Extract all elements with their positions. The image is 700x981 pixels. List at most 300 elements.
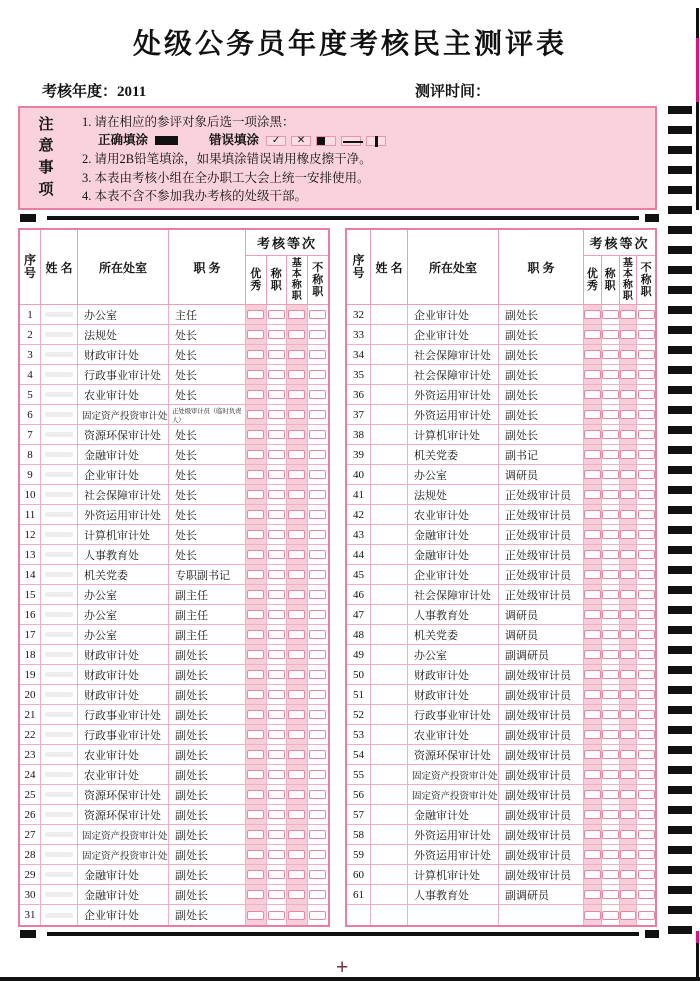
table-row: [20, 645, 328, 665]
answer-bubble-incompetent[interactable]: [638, 410, 655, 419]
answer-bubble-competent[interactable]: [602, 630, 619, 639]
answer-bubble-incompetent[interactable]: [638, 710, 655, 719]
answer-bubble-basically-competent[interactable]: [288, 370, 305, 379]
grade-cell-excellent: [246, 805, 267, 825]
answer-bubble-excellent[interactable]: [584, 810, 601, 819]
row-number: 28: [20, 845, 41, 865]
answer-bubble-competent[interactable]: [268, 810, 285, 819]
name-cell: [41, 685, 78, 705]
answer-bubble-excellent[interactable]: [584, 630, 601, 639]
answer-bubble-competent[interactable]: [268, 530, 285, 539]
answer-bubble-incompetent[interactable]: [638, 850, 655, 859]
answer-bubble-excellent[interactable]: [247, 550, 264, 559]
answer-bubble-excellent[interactable]: [247, 790, 264, 799]
answer-bubble-competent[interactable]: [268, 490, 285, 499]
answer-bubble-excellent[interactable]: [584, 350, 601, 359]
answer-bubble-excellent[interactable]: [247, 330, 264, 339]
answer-bubble-incompetent[interactable]: [309, 730, 326, 739]
answer-bubble-incompetent[interactable]: [309, 770, 326, 779]
answer-bubble-incompetent[interactable]: [309, 590, 326, 599]
answer-bubble-competent[interactable]: [602, 330, 619, 339]
answer-bubble-incompetent[interactable]: [309, 610, 326, 619]
answer-bubble-basically-competent[interactable]: [620, 630, 637, 639]
answer-bubble-incompetent[interactable]: [309, 550, 326, 559]
answer-bubble-competent[interactable]: [602, 790, 619, 799]
answer-bubble-basically-competent[interactable]: [620, 550, 637, 559]
answer-bubble-excellent[interactable]: [584, 410, 601, 419]
grade-cell-basically-competent: [620, 825, 638, 845]
answer-bubble-basically-competent[interactable]: [620, 450, 637, 459]
answer-bubble-excellent[interactable]: [584, 430, 601, 439]
name-cell: [41, 545, 78, 565]
row-number: 2: [20, 325, 41, 345]
answer-bubble-basically-competent[interactable]: [288, 750, 305, 759]
answer-bubble-excellent[interactable]: [584, 830, 601, 839]
answer-bubble-competent[interactable]: [268, 350, 285, 359]
answer-bubble-basically-competent[interactable]: [620, 830, 637, 839]
answer-bubble-competent[interactable]: [268, 890, 285, 899]
answer-bubble-excellent[interactable]: [247, 590, 264, 599]
answer-bubble-basically-competent[interactable]: [288, 510, 305, 519]
answer-bubble-competent[interactable]: [268, 670, 285, 679]
answer-bubble-incompetent[interactable]: [309, 650, 326, 659]
answer-bubble-excellent[interactable]: [247, 410, 264, 419]
answer-bubble-basically-competent[interactable]: [288, 911, 305, 920]
department-cell: 企业审计处: [78, 465, 169, 485]
answer-bubble-excellent[interactable]: [247, 630, 264, 639]
table-row: [347, 545, 655, 565]
answer-bubble-excellent[interactable]: [584, 911, 601, 920]
redacted-name: [45, 592, 73, 597]
answer-bubble-basically-competent[interactable]: [620, 690, 637, 699]
answer-bubble-competent[interactable]: [268, 850, 285, 859]
answer-bubble-basically-competent[interactable]: [620, 710, 637, 719]
answer-bubble-basically-competent[interactable]: [620, 490, 637, 499]
answer-bubble-basically-competent[interactable]: [288, 770, 305, 779]
answer-bubble-incompetent[interactable]: [309, 630, 326, 639]
answer-bubble-competent[interactable]: [602, 490, 619, 499]
answer-bubble-incompetent[interactable]: [638, 890, 655, 899]
grade-cell-basically-competent: [287, 625, 308, 645]
assessment-year-label: 考核年度：: [42, 84, 118, 100]
answer-bubble-competent[interactable]: [268, 750, 285, 759]
answer-bubble-basically-competent[interactable]: [620, 810, 637, 819]
answer-bubble-incompetent[interactable]: [309, 370, 326, 379]
redacted-name: [45, 652, 73, 657]
answer-bubble-competent[interactable]: [268, 770, 285, 779]
answer-bubble-basically-competent[interactable]: [620, 470, 637, 479]
answer-bubble-competent[interactable]: [268, 430, 285, 439]
answer-bubble-incompetent[interactable]: [638, 750, 655, 759]
answer-bubble-competent[interactable]: [602, 310, 619, 319]
answer-bubble-incompetent[interactable]: [638, 690, 655, 699]
answer-bubble-incompetent[interactable]: [309, 690, 326, 699]
grade-cell-competent: [267, 825, 288, 845]
answer-bubble-competent[interactable]: [602, 770, 619, 779]
answer-bubble-excellent[interactable]: [247, 350, 264, 359]
department-cell: 固定资产投资审计处: [78, 845, 169, 865]
answer-bubble-competent[interactable]: [602, 610, 619, 619]
answer-bubble-basically-competent[interactable]: [620, 870, 637, 879]
grade-cell-excellent: [584, 465, 602, 485]
grade-cell-excellent: [584, 385, 602, 405]
col-header-department: 所在处室: [408, 230, 499, 305]
answer-bubble-competent[interactable]: [602, 430, 619, 439]
answer-bubble-incompetent[interactable]: [638, 430, 655, 439]
answer-bubble-competent[interactable]: [602, 590, 619, 599]
answer-bubble-incompetent[interactable]: [638, 870, 655, 879]
grade-cell-incompetent: [308, 885, 329, 905]
answer-bubble-incompetent[interactable]: [309, 670, 326, 679]
answer-bubble-incompetent[interactable]: [309, 410, 326, 419]
answer-bubble-basically-competent[interactable]: [288, 530, 305, 539]
answer-bubble-excellent[interactable]: [247, 430, 264, 439]
answer-bubble-incompetent[interactable]: [638, 390, 655, 399]
timing-mark-icon: [668, 246, 692, 254]
answer-bubble-basically-competent[interactable]: [288, 470, 305, 479]
answer-bubble-basically-competent[interactable]: [288, 670, 305, 679]
answer-bubble-incompetent[interactable]: [638, 790, 655, 799]
answer-bubble-competent[interactable]: [268, 730, 285, 739]
answer-bubble-basically-competent[interactable]: [620, 430, 637, 439]
answer-bubble-excellent[interactable]: [584, 650, 601, 659]
answer-bubble-competent[interactable]: [602, 470, 619, 479]
answer-bubble-basically-competent[interactable]: [288, 410, 305, 419]
answer-bubble-competent[interactable]: [602, 450, 619, 459]
answer-bubble-basically-competent[interactable]: [288, 570, 305, 579]
answer-bubble-excellent[interactable]: [247, 830, 264, 839]
answer-bubble-excellent[interactable]: [247, 510, 264, 519]
table-row: [20, 405, 328, 425]
answer-bubble-incompetent[interactable]: [638, 310, 655, 319]
position-cell: 副处长: [499, 345, 584, 365]
answer-bubble-competent[interactable]: [602, 870, 619, 879]
answer-bubble-excellent[interactable]: [247, 450, 264, 459]
answer-bubble-incompetent[interactable]: [309, 350, 326, 359]
answer-bubble-incompetent[interactable]: [309, 330, 326, 339]
answer-bubble-excellent[interactable]: [247, 650, 264, 659]
position-cell: 处长: [169, 425, 246, 445]
answer-bubble-incompetent[interactable]: [638, 911, 655, 920]
answer-bubble-competent[interactable]: [268, 410, 285, 419]
answer-bubble-competent[interactable]: [268, 570, 285, 579]
answer-bubble-incompetent[interactable]: [309, 830, 326, 839]
answer-bubble-basically-competent[interactable]: [620, 850, 637, 859]
answer-bubble-excellent[interactable]: [247, 490, 264, 499]
answer-bubble-basically-competent[interactable]: [288, 390, 305, 399]
answer-bubble-basically-competent[interactable]: [288, 830, 305, 839]
answer-bubble-incompetent[interactable]: [309, 710, 326, 719]
answer-bubble-basically-competent[interactable]: [620, 911, 637, 920]
answer-bubble-incompetent[interactable]: [638, 450, 655, 459]
answer-bubble-competent[interactable]: [602, 670, 619, 679]
answer-bubble-basically-competent[interactable]: [288, 690, 305, 699]
answer-bubble-incompetent[interactable]: [638, 330, 655, 339]
answer-bubble-basically-competent[interactable]: [288, 490, 305, 499]
department-cell: 社会保障审计处: [78, 485, 169, 505]
answer-bubble-basically-competent[interactable]: [620, 530, 637, 539]
answer-bubble-competent[interactable]: [268, 450, 285, 459]
answer-bubble-excellent[interactable]: [584, 610, 601, 619]
answer-bubble-competent[interactable]: [602, 830, 619, 839]
table-row: [20, 865, 328, 885]
answer-bubble-competent[interactable]: [268, 911, 285, 920]
answer-bubble-basically-competent[interactable]: [288, 650, 305, 659]
answer-bubble-incompetent[interactable]: [638, 530, 655, 539]
col-header-name: 姓 名: [371, 230, 408, 305]
answer-bubble-competent[interactable]: [268, 830, 285, 839]
answer-bubble-excellent[interactable]: [584, 870, 601, 879]
answer-bubble-incompetent[interactable]: [638, 550, 655, 559]
grade-cell-competent: [602, 465, 620, 485]
answer-bubble-excellent[interactable]: [584, 850, 601, 859]
answer-bubble-incompetent[interactable]: [638, 670, 655, 679]
answer-bubble-basically-competent[interactable]: [288, 350, 305, 359]
grade-cell-excellent: [246, 785, 267, 805]
answer-bubble-competent[interactable]: [602, 570, 619, 579]
answer-bubble-competent[interactable]: [602, 530, 619, 539]
answer-bubble-excellent[interactable]: [584, 550, 601, 559]
answer-bubble-excellent[interactable]: [584, 670, 601, 679]
answer-bubble-excellent[interactable]: [584, 730, 601, 739]
grade-cell-basically-competent: [287, 385, 308, 405]
answer-bubble-incompetent[interactable]: [309, 470, 326, 479]
grade-cell-basically-competent: [287, 485, 308, 505]
answer-bubble-competent[interactable]: [602, 690, 619, 699]
answer-bubble-incompetent[interactable]: [309, 790, 326, 799]
table-row: [20, 785, 328, 805]
answer-bubble-basically-competent[interactable]: [288, 630, 305, 639]
answer-bubble-competent[interactable]: [268, 610, 285, 619]
answer-bubble-incompetent[interactable]: [638, 770, 655, 779]
answer-bubble-excellent[interactable]: [584, 510, 601, 519]
answer-bubble-basically-competent[interactable]: [288, 590, 305, 599]
answer-bubble-basically-competent[interactable]: [620, 610, 637, 619]
answer-bubble-basically-competent[interactable]: [620, 730, 637, 739]
answer-bubble-excellent[interactable]: [247, 390, 264, 399]
answer-bubble-excellent[interactable]: [584, 770, 601, 779]
answer-bubble-excellent[interactable]: [247, 890, 264, 899]
row-number: 29: [20, 865, 41, 885]
answer-bubble-competent[interactable]: [602, 550, 619, 559]
table-row: [20, 705, 328, 725]
answer-bubble-basically-competent[interactable]: [288, 450, 305, 459]
answer-bubble-basically-competent[interactable]: [620, 350, 637, 359]
answer-bubble-incompetent[interactable]: [309, 310, 326, 319]
answer-bubble-basically-competent[interactable]: [620, 890, 637, 899]
answer-bubble-competent[interactable]: [268, 370, 285, 379]
answer-bubble-incompetent[interactable]: [309, 490, 326, 499]
answer-bubble-basically-competent[interactable]: [620, 790, 637, 799]
answer-bubble-competent[interactable]: [602, 710, 619, 719]
answer-bubble-excellent[interactable]: [247, 710, 264, 719]
answer-bubble-excellent[interactable]: [247, 850, 264, 859]
name-cell: [41, 825, 78, 845]
answer-bubble-competent[interactable]: [602, 850, 619, 859]
answer-bubble-competent[interactable]: [602, 810, 619, 819]
answer-bubble-competent[interactable]: [268, 550, 285, 559]
answer-bubble-basically-competent[interactable]: [620, 330, 637, 339]
answer-bubble-competent[interactable]: [602, 510, 619, 519]
answer-bubble-excellent[interactable]: [584, 750, 601, 759]
name-cell: [41, 585, 78, 605]
answer-bubble-incompetent[interactable]: [638, 610, 655, 619]
answer-bubble-basically-competent[interactable]: [288, 610, 305, 619]
answer-bubble-incompetent[interactable]: [309, 750, 326, 759]
answer-bubble-competent[interactable]: [268, 470, 285, 479]
answer-bubble-incompetent[interactable]: [309, 570, 326, 579]
answer-bubble-basically-competent[interactable]: [620, 650, 637, 659]
answer-bubble-excellent[interactable]: [584, 710, 601, 719]
answer-bubble-basically-competent[interactable]: [620, 390, 637, 399]
answer-bubble-incompetent[interactable]: [309, 810, 326, 819]
department-cell: 固定资产投资审计处: [78, 405, 169, 425]
answer-bubble-incompetent[interactable]: [309, 450, 326, 459]
answer-bubble-excellent[interactable]: [584, 450, 601, 459]
answer-bubble-excellent[interactable]: [247, 670, 264, 679]
answer-bubble-excellent[interactable]: [247, 530, 264, 539]
answer-bubble-incompetent[interactable]: [638, 350, 655, 359]
answer-bubble-competent[interactable]: [268, 330, 285, 339]
answer-bubble-competent[interactable]: [602, 911, 619, 920]
department-cell: 计算机审计处: [408, 865, 499, 885]
answer-bubble-competent[interactable]: [602, 650, 619, 659]
answer-bubble-incompetent[interactable]: [638, 730, 655, 739]
answer-bubble-incompetent[interactable]: [638, 510, 655, 519]
name-cell: [41, 865, 78, 885]
answer-bubble-incompetent[interactable]: [309, 430, 326, 439]
answer-bubble-basically-competent[interactable]: [288, 870, 305, 879]
grade-cell-excellent: [584, 805, 602, 825]
answer-bubble-excellent[interactable]: [584, 330, 601, 339]
answer-bubble-excellent[interactable]: [247, 610, 264, 619]
answer-bubble-basically-competent[interactable]: [288, 790, 305, 799]
answer-bubble-excellent[interactable]: [584, 570, 601, 579]
answer-bubble-incompetent[interactable]: [638, 590, 655, 599]
timing-mark-icon: [668, 726, 692, 734]
answer-bubble-competent[interactable]: [602, 370, 619, 379]
answer-bubble-excellent[interactable]: [247, 730, 264, 739]
answer-bubble-excellent[interactable]: [247, 810, 264, 819]
answer-bubble-competent[interactable]: [268, 630, 285, 639]
answer-bubble-competent[interactable]: [602, 350, 619, 359]
answer-bubble-incompetent[interactable]: [309, 911, 326, 920]
answer-bubble-incompetent[interactable]: [638, 470, 655, 479]
col-header-position: 职 务: [499, 230, 584, 305]
answer-bubble-basically-competent[interactable]: [620, 750, 637, 759]
answer-bubble-competent[interactable]: [602, 750, 619, 759]
department-cell: 办公室: [78, 305, 169, 325]
answer-bubble-excellent[interactable]: [247, 750, 264, 759]
answer-bubble-excellent[interactable]: [584, 790, 601, 799]
answer-bubble-basically-competent[interactable]: [288, 550, 305, 559]
answer-bubble-excellent[interactable]: [247, 690, 264, 699]
answer-bubble-basically-competent[interactable]: [288, 430, 305, 439]
name-cell: [371, 385, 408, 405]
answer-bubble-incompetent[interactable]: [638, 490, 655, 499]
answer-bubble-incompetent[interactable]: [309, 530, 326, 539]
answer-bubble-excellent[interactable]: [584, 590, 601, 599]
answer-bubble-competent[interactable]: [268, 510, 285, 519]
position-cell: 副处级审计员: [499, 705, 584, 725]
grade-cell-incompetent: [308, 745, 329, 765]
answer-bubble-incompetent[interactable]: [309, 390, 326, 399]
answer-bubble-excellent[interactable]: [584, 370, 601, 379]
answer-bubble-incompetent[interactable]: [309, 850, 326, 859]
answer-bubble-competent[interactable]: [268, 690, 285, 699]
answer-bubble-competent[interactable]: [268, 650, 285, 659]
grade-cell-basically-competent: [287, 585, 308, 605]
answer-bubble-basically-competent[interactable]: [288, 710, 305, 719]
answer-bubble-basically-competent[interactable]: [620, 770, 637, 779]
redacted-name: [45, 832, 73, 837]
answer-bubble-excellent[interactable]: [247, 470, 264, 479]
answer-bubble-basically-competent[interactable]: [288, 730, 305, 739]
answer-bubble-competent[interactable]: [268, 710, 285, 719]
grade-cell-excellent: [584, 345, 602, 365]
answer-bubble-basically-competent[interactable]: [620, 570, 637, 579]
answer-bubble-basically-competent[interactable]: [620, 590, 637, 599]
answer-bubble-excellent[interactable]: [247, 310, 264, 319]
answer-bubble-competent[interactable]: [268, 590, 285, 599]
answer-bubble-competent[interactable]: [268, 870, 285, 879]
answer-bubble-excellent[interactable]: [247, 870, 264, 879]
answer-bubble-basically-competent[interactable]: [288, 330, 305, 339]
answer-bubble-basically-competent[interactable]: [288, 850, 305, 859]
answer-bubble-excellent[interactable]: [584, 490, 601, 499]
answer-bubble-competent[interactable]: [602, 390, 619, 399]
answer-bubble-excellent[interactable]: [247, 570, 264, 579]
answer-bubble-basically-competent[interactable]: [620, 370, 637, 379]
answer-bubble-basically-competent[interactable]: [620, 670, 637, 679]
answer-bubble-competent[interactable]: [268, 390, 285, 399]
answer-bubble-incompetent[interactable]: [638, 650, 655, 659]
answer-bubble-competent[interactable]: [602, 730, 619, 739]
answer-bubble-incompetent[interactable]: [638, 630, 655, 639]
answer-bubble-excellent[interactable]: [584, 530, 601, 539]
answer-bubble-basically-competent[interactable]: [288, 810, 305, 819]
answer-bubble-excellent[interactable]: [584, 690, 601, 699]
answer-bubble-basically-competent[interactable]: [620, 310, 637, 319]
answer-bubble-competent[interactable]: [602, 410, 619, 419]
grade-cell-excellent: [584, 425, 602, 445]
grade-cell-excellent: [584, 745, 602, 765]
answer-bubble-excellent[interactable]: [247, 770, 264, 779]
answer-bubble-incompetent[interactable]: [638, 810, 655, 819]
answer-bubble-incompetent[interactable]: [309, 870, 326, 879]
answer-bubble-excellent[interactable]: [584, 470, 601, 479]
answer-bubble-basically-competent[interactable]: [288, 310, 305, 319]
answer-bubble-excellent[interactable]: [584, 390, 601, 399]
answer-bubble-excellent[interactable]: [584, 310, 601, 319]
answer-bubble-incompetent[interactable]: [638, 570, 655, 579]
answer-bubble-basically-competent[interactable]: [288, 890, 305, 899]
answer-bubble-excellent[interactable]: [247, 911, 264, 920]
answer-bubble-competent[interactable]: [602, 890, 619, 899]
answer-bubble-excellent[interactable]: [584, 890, 601, 899]
answer-bubble-basically-competent[interactable]: [620, 510, 637, 519]
row-number: 24: [20, 765, 41, 785]
answer-bubble-incompetent[interactable]: [309, 890, 326, 899]
answer-bubble-competent[interactable]: [268, 790, 285, 799]
answer-bubble-basically-competent[interactable]: [620, 410, 637, 419]
grade-cell-incompetent: [308, 465, 329, 485]
answer-bubble-incompetent[interactable]: [638, 830, 655, 839]
answer-bubble-incompetent[interactable]: [309, 510, 326, 519]
answer-bubble-competent[interactable]: [268, 310, 285, 319]
answer-bubble-incompetent[interactable]: [638, 370, 655, 379]
answer-bubble-excellent[interactable]: [247, 370, 264, 379]
